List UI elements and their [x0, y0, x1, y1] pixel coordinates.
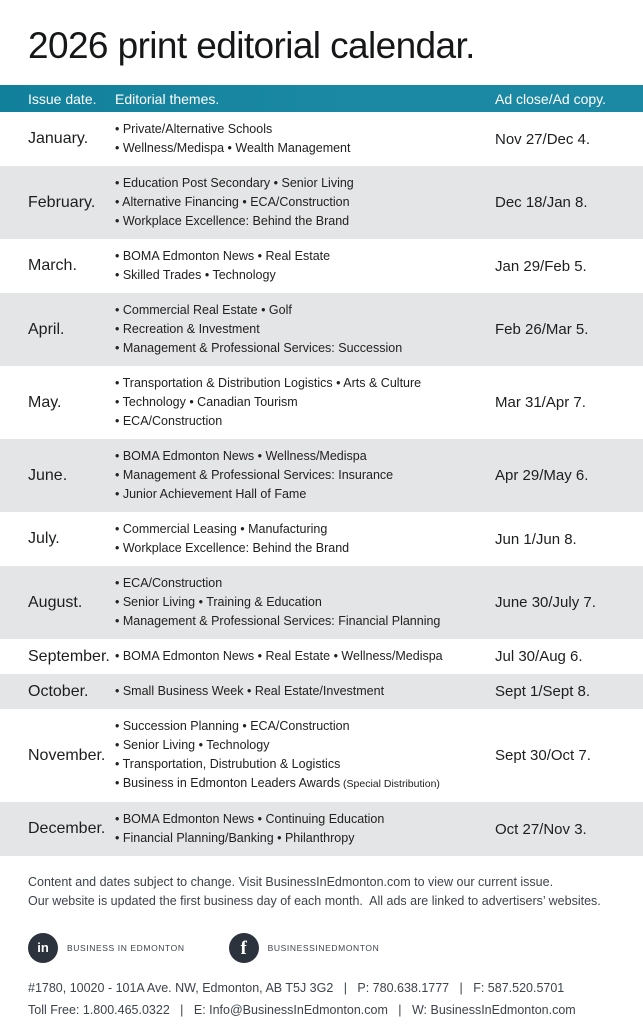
issue-month: September. [28, 647, 110, 665]
ad-close-date: June 30/July 7. [495, 594, 596, 611]
contact-line-2: Toll Free: 1.800.465.0322 | E: Info@BusinessInEdmonton.com | W: BusinessInEdmonton.com [28, 1003, 576, 1017]
themes-list [115, 810, 495, 848]
linkedin-icon: in [28, 933, 58, 963]
linkedin-link[interactable] [28, 933, 185, 963]
theme-line: • Management & Professional Services: Insurance [115, 468, 394, 482]
themes-list [115, 247, 495, 285]
issue-month: October. [28, 682, 89, 700]
social-row [28, 933, 615, 963]
theme-line: • Business in Edmonton Leaders Awards (Special Distribution) [115, 776, 440, 790]
contact-line-1: #1780, 10020 - 101A Ave. NW, Edmonton, AB T5J 3G2 | P: 780.638.1777 | F: 587.520.5701 [28, 981, 565, 995]
table-row [0, 439, 643, 512]
ad-close-date: Sept 1/Sept 8. [495, 683, 591, 700]
themes-list [115, 682, 495, 701]
table-row [0, 674, 643, 709]
themes-list [115, 647, 495, 666]
column-header-ad-close: Ad close/Ad copy. [495, 90, 607, 107]
table-row [0, 512, 643, 566]
themes-list [115, 717, 495, 794]
theme-line: • Senior Living • Technology [115, 738, 270, 752]
theme-line: • Technology • Canadian Tourism [115, 395, 298, 409]
issue-month: May. [28, 393, 62, 411]
issue-month: July. [28, 530, 60, 547]
column-header-issue-date: Issue date. [28, 90, 97, 107]
ad-close-date: Jan 29/Feb 5. [495, 257, 587, 275]
theme-line: • Senior Living • Training & Education [115, 595, 322, 609]
table-row [0, 802, 643, 856]
table-row [0, 566, 643, 639]
themes-list [115, 574, 495, 631]
theme-line: • Management & Professional Services: Succession [115, 341, 403, 355]
ad-close-date: Nov 27/Dec 4. [495, 130, 591, 148]
theme-line: • Transportation & Distribution Logistics • Arts & Culture [115, 376, 422, 390]
special-distribution-note: (Special Distribution) [340, 778, 440, 790]
themes-list [115, 374, 495, 431]
column-header-editorial-themes: Editorial themes. [115, 90, 220, 107]
table-row [0, 366, 643, 439]
theme-line: • Recreation & Investment [115, 322, 260, 336]
theme-line: • Commercial Leasing • Manufacturing [115, 522, 328, 536]
facebook-label: BUSINESSINEDMONTON [267, 943, 380, 953]
theme-line: • BOMA Edmonton News • Continuing Education [115, 812, 385, 826]
table-row [0, 709, 643, 802]
ad-close-date: Jul 30/Aug 6. [495, 648, 583, 665]
ad-close-date: Oct 27/Nov 3. [495, 820, 587, 838]
issue-month: December. [28, 820, 106, 837]
calendar-rows [0, 112, 643, 856]
theme-line: • BOMA Edmonton News • Real Estate • Wellness/Medispa [115, 649, 443, 663]
facebook-icon: f [229, 933, 259, 963]
theme-line: • Education Post Secondary • Senior Living [115, 176, 354, 190]
contact-info [28, 977, 615, 1021]
themes-list [115, 447, 495, 504]
issue-month: February. [28, 193, 96, 211]
note-line-1: Content and dates subject to change. Visit BusinessInEdmonton.com to view our current issue. [28, 875, 554, 889]
theme-line: • ECA/Construction [115, 414, 223, 428]
theme-line: • ECA/Construction [115, 576, 223, 590]
themes-list [115, 120, 495, 158]
theme-line: • Financial Planning/Banking • Philanthropy [115, 831, 355, 845]
themes-list [115, 520, 495, 558]
page-title: 2026 print editorial calendar. [28, 25, 475, 66]
ad-close-date: Dec 18/Jan 8. [495, 194, 588, 211]
issue-month: June. [28, 466, 68, 484]
theme-line: • Wellness/Medispa • Wealth Management [115, 141, 351, 155]
theme-line: • Alternative Financing • ECA/Construction [115, 195, 350, 209]
issue-month: March. [28, 257, 77, 274]
theme-line: • Management & Professional Services: Financial Planning [115, 614, 441, 628]
note-line-2: Our website is updated the first business day of each month. All ads are linked to advertisers’ websites. [28, 894, 601, 908]
issue-month: November. [28, 746, 106, 764]
table-row [0, 239, 643, 293]
ad-close-date: Feb 26/Mar 5. [495, 321, 589, 338]
facebook-link[interactable] [229, 933, 380, 963]
theme-line: • BOMA Edmonton News • Wellness/Medispa [115, 449, 367, 463]
table-row [0, 112, 643, 166]
theme-line: • Skilled Trades • Technology [115, 268, 276, 282]
theme-line: • Commercial Real Estate • Golf [115, 303, 292, 317]
linkedin-label: BUSINESS IN EDMONTON [67, 943, 185, 953]
ad-close-date: Mar 31/Apr 7. [495, 394, 586, 411]
themes-list [115, 174, 495, 231]
theme-line: • Succession Planning • ECA/Construction [115, 719, 350, 733]
theme-line: • Workplace Excellence: Behind the Brand [115, 214, 350, 228]
ad-close-date: Sept 30/Oct 7. [495, 747, 591, 764]
themes-list [115, 301, 495, 358]
table-row [0, 639, 643, 674]
issue-month: August. [28, 593, 83, 611]
issue-month: April. [28, 320, 65, 338]
issue-month: January. [28, 130, 89, 147]
footer-notes [28, 873, 615, 911]
theme-line: • Private/Alternative Schools [115, 122, 273, 136]
theme-line: • BOMA Edmonton News • Real Estate [115, 249, 331, 263]
theme-line: • Workplace Excellence: Behind the Brand [115, 541, 350, 555]
theme-line: • Small Business Week • Real Estate/Investment [115, 684, 385, 698]
theme-line: • Transportation, Distrubution & Logistics [115, 757, 341, 771]
ad-close-date: Jun 1/Jun 8. [495, 530, 577, 548]
table-row [0, 166, 643, 239]
table-header-row [0, 85, 643, 112]
table-row [0, 293, 643, 366]
theme-line: • Junior Achievement Hall of Fame [115, 487, 307, 501]
ad-close-date: Apr 29/May 6. [495, 467, 589, 484]
